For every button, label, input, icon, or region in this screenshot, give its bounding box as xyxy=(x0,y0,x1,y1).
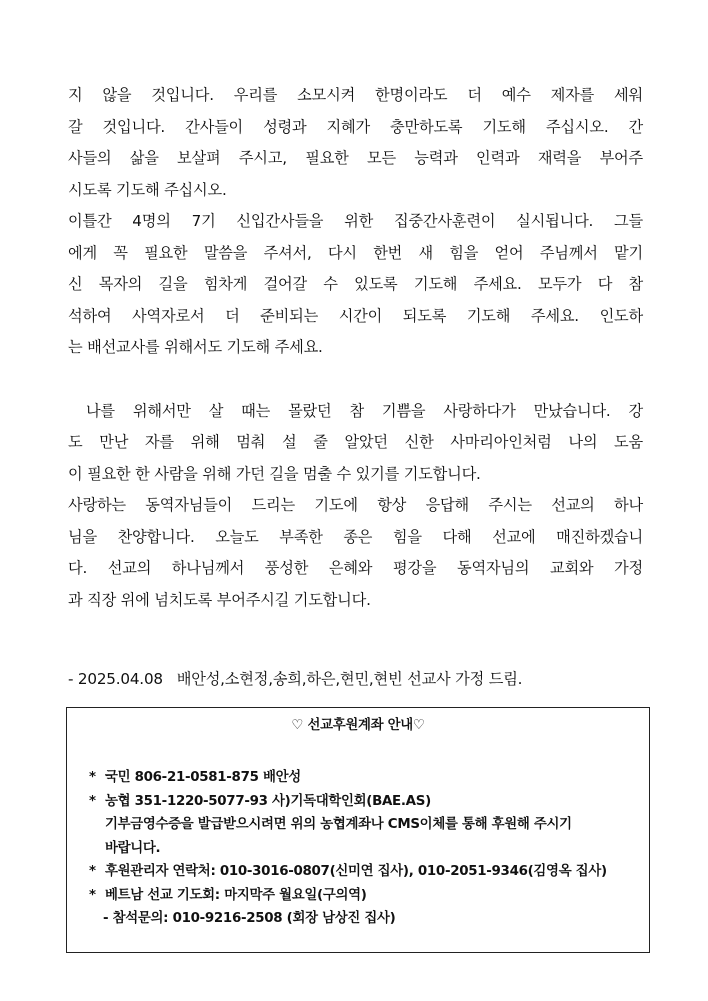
text-line: 이 필요한 한 사람을 위해 가던 길을 멈출 수 있기를 기도합니다. xyxy=(68,464,481,483)
bullet: * xyxy=(89,864,96,879)
info-item-nonghyup xyxy=(89,790,649,814)
letter-body xyxy=(68,80,643,616)
text-line: 사들의 삶을 보살펴 주시고, 필요한 모든 능력과 인력과 재력을 부어주 xyxy=(68,149,643,167)
info-item-kookmin xyxy=(89,766,649,790)
bullet: * xyxy=(89,887,96,903)
paragraph-staff-prayer xyxy=(68,80,643,206)
donation-info-box xyxy=(66,707,650,953)
info-item-text: - 참석문의: 010-9216-2508 (회장 남상진 집사) xyxy=(103,911,396,926)
info-item-inquiry xyxy=(89,907,649,931)
text-line: 석하여 사역자로서 더 준비되는 시간이 되도록 기도해 주세요. 인도하 xyxy=(68,306,643,325)
text-line: 이틀간 4명의 7기 신입간사들을 위한 집중간사훈련이 실시됩니다. 그들 xyxy=(68,212,643,230)
text-line: 사랑하는 동역자님들이 드리는 기도에 항상 응답해 주시는 선교의 하나 xyxy=(68,496,643,514)
text-line: 신 목자의 길을 힘차게 걸어갈 수 있도록 기도해 주세요. 모두가 다 참 xyxy=(68,275,643,293)
signature-line: - 2025.04.08 배안성,소현정,송희,하은,현민,현빈 선교사 가정 드림. xyxy=(68,670,523,688)
bullet: * xyxy=(89,770,96,785)
info-item-text: 베트남 선교 기도회: 마지막주 월요일(구의역) xyxy=(105,887,367,903)
info-item-contact xyxy=(89,860,649,884)
info-item-receipt-note xyxy=(89,813,649,837)
paragraph-spacer xyxy=(68,364,643,396)
info-item-text: 농협 351-1220-5077-93 사)기독대학인회(BAE.AS) xyxy=(105,793,431,809)
text-line: 시도록 기도해 주십시오. xyxy=(68,180,227,199)
text-line: 지 않을 것입니다. 우리를 소모시켜 한명이라도 더 예수 제자를 세워 xyxy=(68,86,643,104)
bullet: * xyxy=(89,793,96,809)
paragraph-training xyxy=(68,206,643,364)
paragraph-thanks xyxy=(68,490,643,616)
text-line: 에게 꼭 필요한 말씀을 주셔서, 다시 한번 새 힘을 얻어 주님께서 맡기 xyxy=(68,243,643,262)
info-item-text: 바랍니다. xyxy=(105,840,161,856)
info-list xyxy=(89,766,649,931)
text-line: 는 배선교사를 위해서도 기도해 주세요. xyxy=(68,338,323,356)
info-item-text: 후원관리자 연락처: 010-3016-0807(신미연 집사), 010-2051-9346(김영옥 집사) xyxy=(105,864,607,879)
info-item-receipt-note-cont xyxy=(89,837,649,861)
info-item-text: 국민 806-21-0581-875 배안성 xyxy=(105,770,301,785)
text-line: 다. 선교의 하나님께서 풍성한 은혜와 평강을 동역자님의 교회와 가정 xyxy=(68,559,643,577)
text-line: 갈 것입니다. 간사들이 성령과 지혜가 충만하도록 기도해 주십시오. 간 xyxy=(68,117,643,136)
text-line: 과 직장 위에 넘치도록 부어주시길 기도합니다. xyxy=(68,590,371,609)
paragraph-joy xyxy=(68,396,643,491)
info-item-text: 기부금영수증을 발급받으시려면 위의 농협계좌나 CMS이체를 통해 후원해 주시기 xyxy=(105,817,572,832)
text-line: 도 만난 자를 위해 멈춰 설 줄 알았던 신한 사마리아인처럼 나의 도움 xyxy=(68,433,643,451)
text-line: 님을 찬양합니다. 오늘도 부족한 종은 힘을 다해 선교에 매진하겠습니 xyxy=(68,527,643,546)
info-box-title: ♡ 선교후원계좌 안내♡ xyxy=(291,718,425,733)
text-line: 나를 위해서만 살 때는 몰랐던 참 기쁨을 사랑하다가 만났습니다. 강 xyxy=(68,401,643,420)
info-item-prayer-meeting xyxy=(89,884,649,908)
